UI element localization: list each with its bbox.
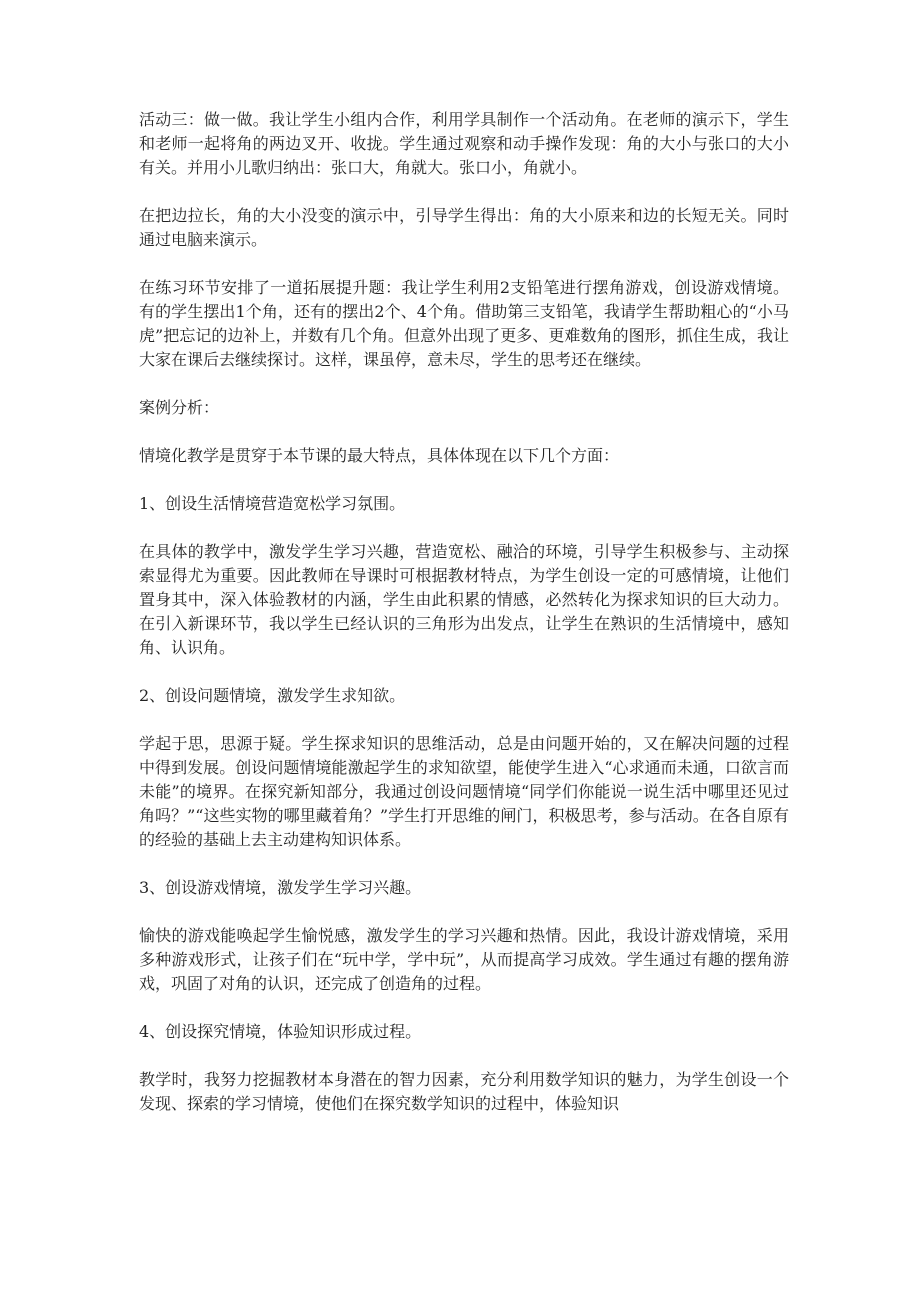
section-heading-case-analysis: 案例分析： [139,398,220,417]
heading-point-2: 2、创设问题情境，激发学生求知欲。 [139,686,406,705]
paragraph-lengthen-sides: 在把边拉长，角的大小没变的演示中，引导学生得出：角的大小原来和边的长短无关。同时通过电脑来演示。 [139,206,789,249]
paragraph-analysis-intro: 情境化教学是贯穿于本节课的最大特点，具体体现在以下几个方面： [139,446,620,465]
heading-point-1: 1、创设生活情境营造宽松学习氛围。 [139,494,406,513]
paragraph-activity-three: 活动三：做一做。我让学生小组内合作，利用学具制作一个活动角。在老师的演示下，学生和老师一起将角的两边叉开、收拢。学生通过观察和动手操作发现：角的大小与张口的大小有关。并用小儿歌归纳出：张口大，角就大。张口小，角就小。 [139,110,789,177]
paragraph-point-1: 在具体的教学中，激发学生学习兴趣，营造宽松、融洽的环境，引导学生积极参与、主动探索显得尤为重要。因此教师在导课时可根据教材特点，为学生创设一定的可感情境，让他们置身其中，深入体验教材的内涵，学生由此积累的情感，必然转化为探求知识的巨大动力。在引入新课环节，我以学生已经认识的三角形为出发点，让学生在熟识的生活情境中，感知角、认识角。 [139,542,789,657]
paragraph-point-2: 学起于思，思源于疑。学生探求知识的思维活动，总是由问题开始的，又在解决问题的过程中得到发展。创设问题情境能激起学生的求知欲望，能使学生进入“心求通而未通，口欲言而未能”的境界。在探究新知部分，我通过创设问题情境“同学们你能说一说生活中哪里还见过角吗？”“这些实物的哪里藏着角？”学生打开思维的闸门，积极思考，参与活动。在各自原有的经验的基础上去主动建构知识体系。 [139,734,789,849]
paragraph-point-3: 愉快的游戏能唤起学生愉悦感，激发学生的学习兴趣和热情。因此，我设计游戏情境，采用多种游戏形式，让孩子们在“玩中学，学中玩”，从而提高学习成效。学生通过有趣的摆角游戏，巩固了对角的认识，还完成了创造角的过程。 [139,926,789,993]
heading-point-3: 3、创设游戏情境，激发学生学习兴趣。 [139,878,422,897]
paragraph-practice-extension: 在练习环节安排了一道拓展提升题：我让学生利用2支铅笔进行摆角游戏，创设游戏情境。有的学生摆出1个角，还有的摆出2个、4个角。借助第三支铅笔，我请学生帮助粗心的“小马虎”把忘记的边补上，并数有几个角。但意外出现了更多、更难数角的图形，抓住生成，我让大家在课后去继续探讨。这样，课虽停，意未尽，学生的思考还在继续。 [139,278,789,369]
document-page [139,108,789,1140]
heading-point-4: 4、创设探究情境，体验知识形成过程。 [139,1022,422,1041]
paragraph-point-4: 教学时，我努力挖掘教材本身潜在的智力因素，充分利用数学知识的魅力，为学生创设一个发现、探索的学习情境，使他们在探究数学知识的过程中，体验知识 [139,1070,789,1113]
